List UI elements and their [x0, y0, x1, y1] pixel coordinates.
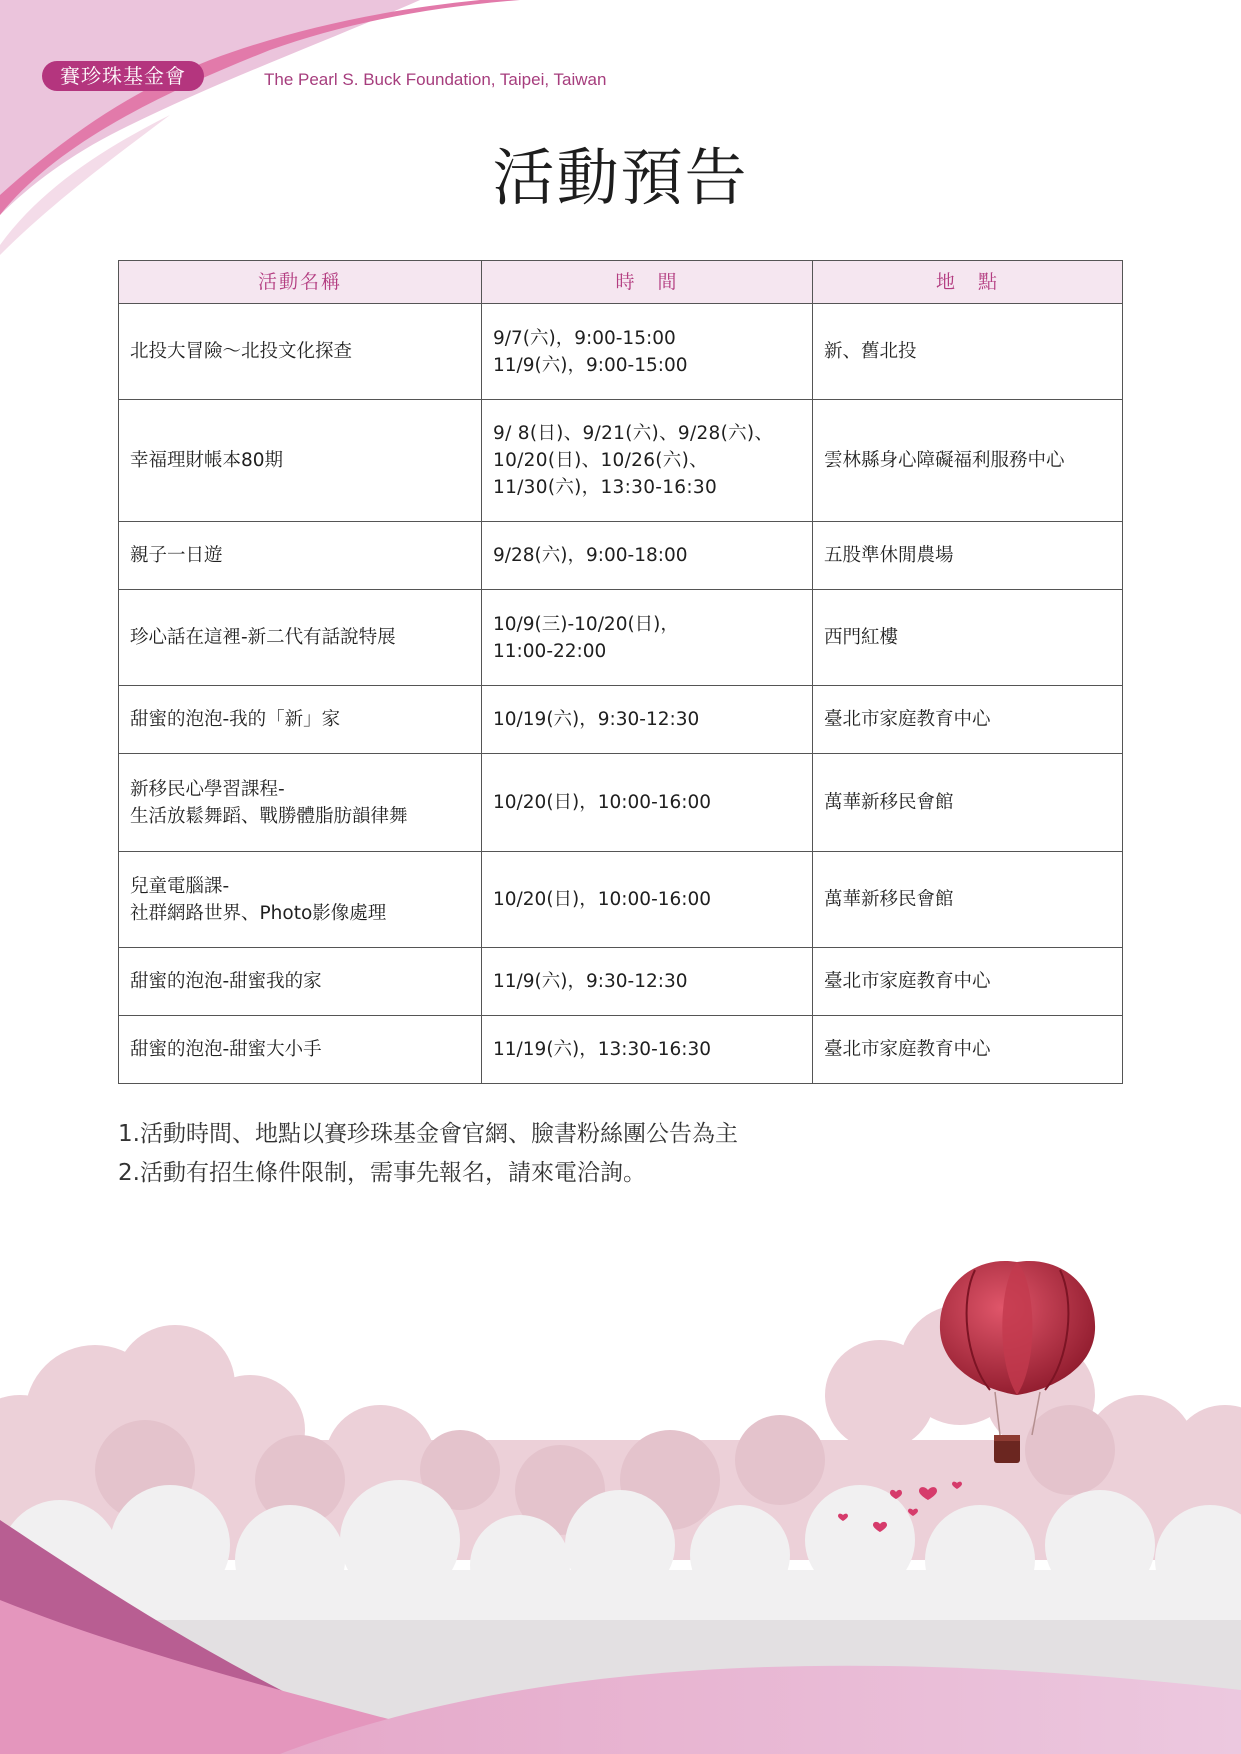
table-row [119, 304, 1123, 400]
activity-name: 幸福理財帳本80期 [130, 450, 284, 471]
activity-name-cell [119, 686, 482, 754]
activity-time: 10/9(三)-10/20(日)， [493, 613, 679, 635]
activity-time: 9/ 8(日)、9/21(六)、9/28(六)、 [493, 423, 774, 444]
note-item: 2.活動有招生條件限制，需事先報名，請來電洽詢。 [118, 1160, 646, 1186]
column-header-name: 活動名稱 [119, 261, 482, 304]
activity-location: 萬華新移民會館 [813, 852, 1123, 948]
activity-time-cell [482, 754, 813, 852]
activity-location: 新、舊北投 [813, 304, 1123, 400]
activity-name: 兒童電腦課- [130, 875, 230, 897]
activity-name-cell [119, 400, 482, 522]
activity-time-cell [482, 1016, 813, 1084]
activity-time-cell [482, 304, 813, 400]
page-title: 活動預告 [492, 141, 749, 214]
column-header-time: 時 間 [482, 261, 813, 304]
activity-name: 甜蜜的泡泡-甜蜜大小手 [130, 1039, 322, 1060]
table-row [119, 686, 1123, 754]
activity-time-cell [482, 852, 813, 948]
activity-name: 甜蜜的泡泡-我的「新」家 [130, 709, 341, 730]
activity-name-cell [119, 754, 482, 852]
activity-location: 臺北市家庭教育中心 [813, 1016, 1123, 1084]
activity-location: 臺北市家庭教育中心 [813, 686, 1123, 754]
activity-time-cell [482, 522, 813, 590]
activity-time: 11:00-22:00 [493, 640, 607, 662]
activity-time: 11/9(六)，9:00-15:00 [493, 354, 688, 376]
activity-time: 10/20(日)、10/26(六)、 [493, 450, 708, 471]
note-item: 1.活動時間、地點以賽珍珠基金會官網、臉書粉絲團公告為主 [118, 1121, 738, 1147]
activity-name: 新移民心學習課程- [130, 778, 285, 800]
activity-name-cell [119, 1016, 482, 1084]
activity-name: 生活放鬆舞蹈、戰勝體脂肪韻律舞 [130, 805, 408, 827]
activity-name-cell [119, 948, 482, 1016]
activity-name-cell [119, 304, 482, 400]
org-badge: 賽珍珠基金會 [42, 61, 204, 91]
activity-time: 10/19(六)，9:30-12:30 [493, 709, 700, 730]
table-row [119, 400, 1123, 522]
activity-table [118, 260, 1123, 1084]
column-header-location: 地 點 [813, 261, 1123, 304]
activity-time: 10/20(日)，10:00-16:00 [493, 792, 712, 813]
activity-time: 11/19(六)，13:30-16:30 [493, 1039, 712, 1060]
activity-time: 11/9(六)，9:30-12:30 [493, 971, 688, 992]
activity-name-cell [119, 590, 482, 686]
activity-location: 臺北市家庭教育中心 [813, 948, 1123, 1016]
activity-location: 雲林縣身心障礙福利服務中心 [813, 400, 1123, 522]
activity-time: 11/30(六)，13:30-16:30 [493, 477, 718, 498]
org-english-name: The Pearl S. Buck Foundation, Taipei, Taiwan [264, 70, 607, 89]
activity-time: 9/28(六)，9:00-18:00 [493, 545, 688, 566]
table-row [119, 522, 1123, 590]
activity-name: 北投大冒險～北投文化探查 [130, 341, 353, 362]
table-row [119, 1016, 1123, 1084]
activity-time: 10/20(日)，10:00-16:00 [493, 889, 712, 910]
activity-time-cell [482, 686, 813, 754]
activity-name: 甜蜜的泡泡-甜蜜我的家 [130, 971, 322, 992]
activity-name: 社群網路世界、Photo影像處理 [130, 902, 387, 924]
activity-location: 萬華新移民會館 [813, 754, 1123, 852]
activity-time-cell [482, 400, 813, 522]
table-row [119, 852, 1123, 948]
activity-name: 珍心話在這裡-新二代有話說特展 [130, 627, 396, 648]
activity-time: 9/7(六)，9:00-15:00 [493, 327, 676, 349]
activity-name-cell [119, 522, 482, 590]
activity-location: 西門紅樓 [813, 590, 1123, 686]
activity-name: 親子一日遊 [130, 545, 223, 566]
activity-location: 五股準休閒農場 [813, 522, 1123, 590]
activity-name-cell [119, 852, 482, 948]
table-header-row [119, 261, 1123, 304]
table-row [119, 590, 1123, 686]
table-row [119, 948, 1123, 1016]
activity-time-cell [482, 948, 813, 1016]
notes [118, 1115, 738, 1193]
activity-time-cell [482, 590, 813, 686]
table-row [119, 754, 1123, 852]
